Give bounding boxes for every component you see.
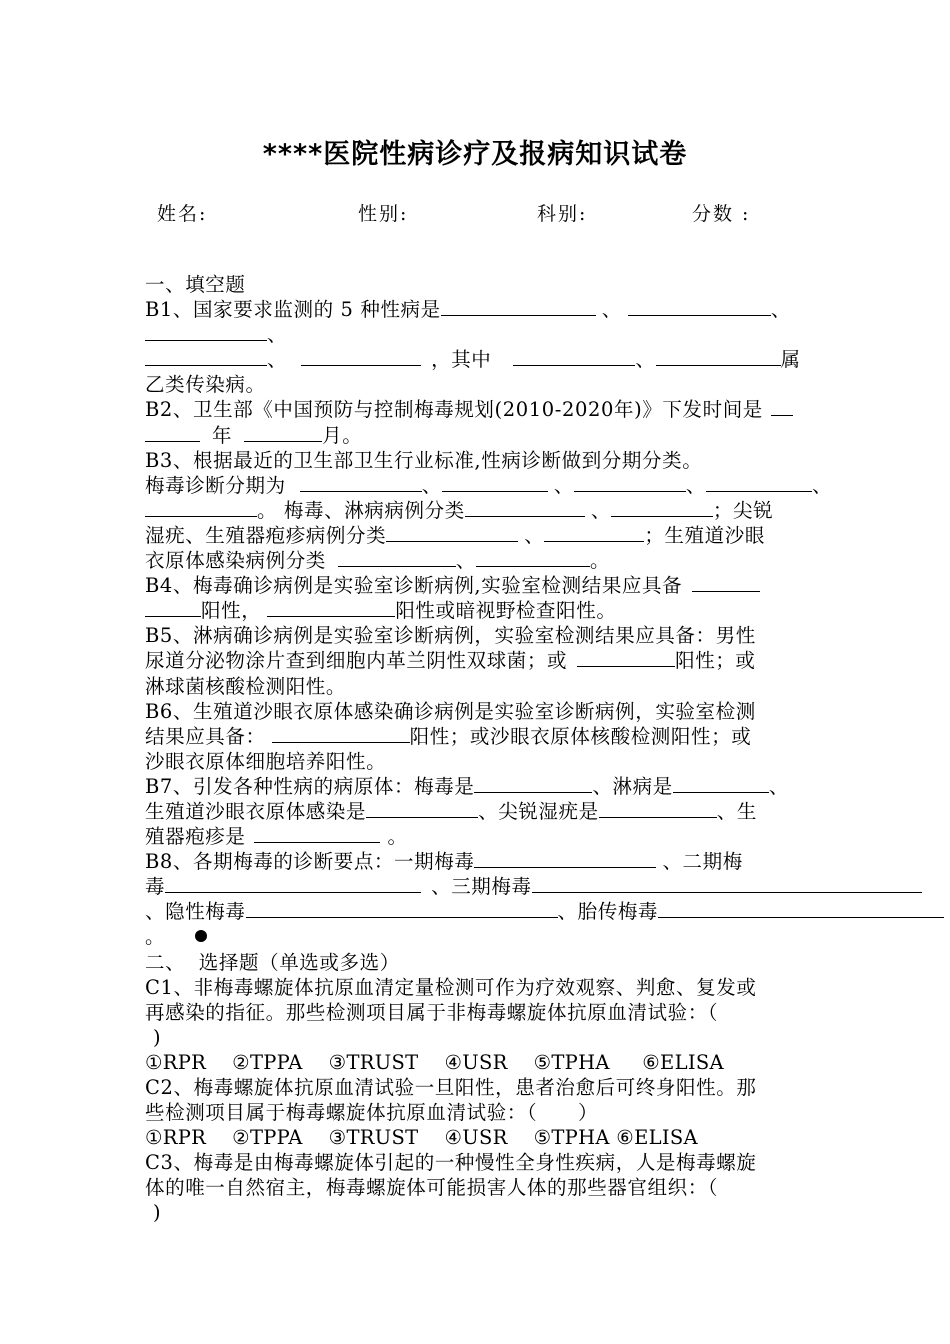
question-text: 阳性；或沙眼衣原体核酸检测阳性；或 [409, 724, 752, 748]
question-b1 [145, 297, 820, 322]
question-text: 。 梅毒、淋病病例分类 [257, 498, 465, 522]
separator: 、 [601, 298, 622, 322]
blank[interactable] [476, 548, 590, 567]
question-text: 阳性， [201, 599, 262, 623]
question-text: 、隐性梅毒 [145, 900, 246, 924]
question-line [145, 874, 820, 899]
question-text: 淋球菌核酸检测阳性。 [145, 674, 347, 698]
question-text: 、二期梅 [662, 850, 743, 874]
question-c2: C2、梅毒螺旋体抗原血清试验一旦阳性，患者治愈后可终身阳性。那 [145, 1076, 757, 1099]
question-text: 乙类传染病。 [145, 373, 266, 397]
question-text: 、三期梅毒 [431, 875, 532, 899]
blank[interactable] [145, 423, 200, 442]
question-text: ；尖锐 [712, 498, 774, 522]
question-text: 、尖锐湿疣是 [478, 799, 599, 823]
blank[interactable] [673, 774, 769, 793]
question-text: 、淋病是 [592, 774, 673, 798]
question-text: 阳性或暗视野检查阳性。 [395, 599, 617, 623]
blank[interactable] [628, 297, 771, 316]
question-text: 衣原体感染病例分类 [145, 549, 326, 573]
question-text: 沙眼衣原体细胞培养阳性。 [145, 749, 387, 773]
blank[interactable] [441, 297, 596, 316]
blank[interactable] [300, 473, 422, 492]
question-line [145, 824, 820, 849]
blank[interactable] [145, 498, 257, 517]
blank[interactable] [272, 724, 410, 743]
blank[interactable] [145, 598, 201, 617]
blank[interactable] [706, 473, 812, 492]
blank[interactable] [267, 598, 395, 617]
blank[interactable] [246, 899, 558, 918]
bullet-icon [195, 930, 207, 942]
question-b7 [145, 774, 820, 799]
question-text: 年 [212, 423, 233, 447]
blank[interactable] [692, 573, 760, 592]
score-label: 分数 : [692, 203, 751, 225]
blank[interactable] [442, 473, 548, 492]
question-b3: B3、根据最近的卫生部卫生行业标准,性病诊断做到分期分类。 [145, 448, 703, 472]
question-line [145, 924, 820, 949]
blank[interactable] [301, 347, 421, 366]
question-text: ；生殖道沙眼 [644, 523, 765, 547]
question-line [145, 799, 820, 824]
question-text: 月。 [322, 423, 363, 447]
separator: 、 [267, 323, 288, 347]
blank[interactable] [544, 523, 644, 542]
separator: 、 [768, 774, 789, 798]
question-text: 梅毒诊断分期为 [145, 473, 286, 497]
question-b6: B6、生殖道沙眼衣原体感染确诊病例是实验室诊断病例，实验室检测 [145, 699, 756, 723]
question-text: B4、梅毒确诊病例是实验室诊断病例,实验室检测结果应具备 [145, 574, 683, 598]
blank[interactable] [244, 423, 322, 442]
question-text: B7、引发各种性病的病原体：梅毒是 [145, 774, 475, 798]
exam-body [145, 272, 833, 1226]
question-text: 。 [387, 825, 408, 849]
separator: 、 [524, 523, 545, 547]
option-list: ①RPR ②TPPA ③TRUST ④USR ⑤TPHA ⑥ELISA [145, 1050, 724, 1074]
question-text: 阳性；或 [675, 649, 756, 673]
separator: 、 [635, 348, 656, 372]
department-label: 科别: [537, 203, 588, 225]
question-text: 、胎传梅毒 [557, 900, 659, 924]
question-text: B2、卫生部《中国预防与控制梅毒规划(2010-2020年)》下发时间是 [145, 398, 763, 422]
answer-slot[interactable]: ) [153, 1201, 162, 1225]
question-b8 [145, 849, 820, 874]
separator: 、 [590, 498, 611, 522]
question-text: 尿道分泌物涂片查到细胞内革兰阴性双球菌；或 [145, 649, 568, 673]
question-text: 、生 [716, 799, 757, 823]
question-text: 毒 [145, 875, 166, 899]
blank[interactable] [574, 473, 686, 492]
question-text: 殖器疱疹是 [145, 825, 246, 849]
question-line [145, 548, 820, 573]
section-fill-heading: 一、填空题 [145, 273, 246, 296]
blank[interactable] [145, 347, 267, 366]
question-text: 属 [780, 348, 801, 372]
question-line [145, 648, 820, 673]
question-c1: C1、非梅毒螺旋体抗原血清定量检测可作为疗效观察、判愈、复发或 [145, 975, 757, 999]
blank[interactable] [599, 799, 717, 818]
question-text: B8、各期梅毒的诊断要点：一期梅毒 [145, 850, 475, 874]
separator: 、 [770, 298, 791, 322]
question-text: 湿疣、生殖器疱疹病例分类 [145, 523, 387, 547]
blank[interactable] [465, 498, 585, 517]
blank[interactable] [366, 799, 478, 818]
blank[interactable] [474, 774, 592, 793]
question-c3: C3、梅毒是由梅毒螺旋体引起的一种慢性全身性疾病，人是梅毒螺旋 [145, 1151, 757, 1175]
question-text: 。 [590, 549, 611, 573]
blank[interactable] [254, 824, 380, 843]
blank[interactable] [513, 347, 635, 366]
question-text: 体的唯一自然宿主，梅毒螺旋体可能损害人体的那些器官组织：（ [145, 1176, 719, 1200]
blank[interactable] [386, 523, 518, 542]
question-text: ，其中 [431, 348, 492, 372]
blank[interactable] [532, 874, 922, 893]
question-line [145, 598, 820, 623]
separator: 、 [812, 473, 833, 497]
question-text: 。 [145, 925, 166, 949]
question-text: 生殖道沙眼衣原体感染是 [145, 799, 367, 823]
option-list: ①RPR ②TPPA ③TRUST ④USR ⑤TPHA ⑥ELISA [145, 1126, 698, 1150]
blank[interactable] [658, 899, 944, 918]
separator: 、 [553, 473, 574, 497]
section-choice-heading: 二、 选择题（单选或多选） [145, 950, 400, 974]
question-line [145, 322, 820, 347]
question-line [145, 724, 820, 749]
question-b2 [145, 397, 820, 422]
gender-label: 性别: [358, 203, 409, 225]
question-text: 再感染的指征。那些检测项目属于非梅毒螺旋体抗原血清试验：（ [145, 1000, 719, 1024]
separator: 、 [685, 473, 707, 497]
blank[interactable] [338, 548, 456, 567]
answer-slot[interactable]: ) [153, 1025, 162, 1049]
question-line [145, 498, 820, 523]
question-text: B1、国家要求监测的 5 种性病是 [145, 298, 441, 322]
blank[interactable] [771, 397, 793, 416]
blank[interactable] [611, 498, 713, 517]
blank[interactable] [145, 322, 267, 341]
separator: 、 [267, 348, 288, 372]
question-b4 [145, 573, 820, 598]
separator: 、 [455, 549, 477, 573]
question-text: 些检测项目属于梅毒螺旋体抗原血清试验：（ ） [145, 1101, 599, 1125]
question-b5: B5、淋病确诊病例是实验室诊断病例，实验室检测结果应具备：男性 [145, 624, 756, 648]
question-line [145, 347, 820, 372]
blank[interactable] [656, 347, 781, 366]
blank[interactable] [577, 648, 675, 667]
question-line [145, 473, 833, 498]
blank[interactable] [474, 849, 656, 868]
question-line [145, 899, 820, 924]
question-line [145, 523, 820, 548]
blank[interactable] [165, 874, 421, 893]
question-text: 结果应具备： [145, 724, 266, 748]
separator: 、 [421, 473, 442, 497]
name-label: 姓名: [157, 203, 208, 225]
page-title: ****医院性病诊疗及报病知识试卷 [262, 139, 688, 170]
question-line [145, 423, 820, 448]
